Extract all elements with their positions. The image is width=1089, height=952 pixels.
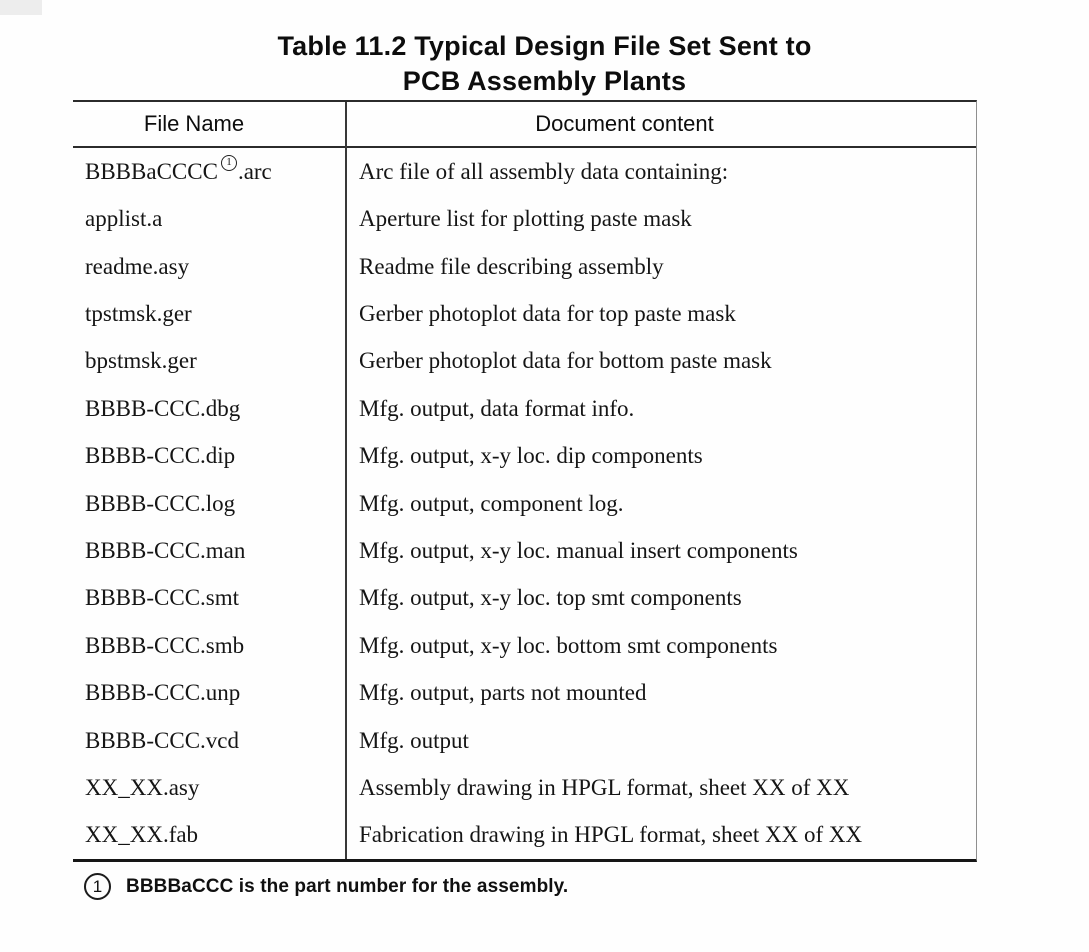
table-row bbox=[73, 195, 976, 242]
file-name-text: BBBB-CCC.log bbox=[85, 490, 236, 516]
file-name-text: BBBB-CCC.unp bbox=[85, 680, 241, 706]
table-body bbox=[73, 148, 976, 859]
document-content-cell: Gerber photoplot data for bottom paste mask bbox=[359, 348, 772, 374]
table-row bbox=[73, 717, 976, 764]
table-row bbox=[73, 764, 976, 811]
table-row bbox=[73, 622, 976, 669]
table-row bbox=[73, 338, 976, 385]
document-content-cell: Readme file describing assembly bbox=[359, 253, 664, 279]
document-content-cell: Fabrication drawing in HPGL format, sheet XX of XX bbox=[359, 822, 863, 848]
file-name-cell bbox=[73, 338, 345, 385]
file-name-cell bbox=[73, 480, 345, 527]
file-name-cell bbox=[73, 622, 345, 669]
document-content-cell: Assembly drawing in HPGL format, sheet XX of XX bbox=[359, 774, 850, 800]
file-name-text: BBBBaCCCC bbox=[85, 158, 218, 184]
design-file-table bbox=[73, 100, 977, 862]
document-content-cell: Arc file of all assembly data containing: bbox=[359, 158, 729, 184]
file-name-text: BBBB-CCC.dbg bbox=[85, 395, 241, 421]
file-name-cell bbox=[73, 527, 345, 574]
table-row bbox=[73, 480, 976, 527]
table-row bbox=[73, 575, 976, 622]
table-title bbox=[0, 29, 1089, 99]
column-header-document-content: Document content bbox=[535, 111, 714, 136]
file-name-cell bbox=[73, 669, 345, 716]
document-content-cell: Mfg. output, component log. bbox=[359, 490, 624, 516]
document-content-cell: Aperture list for plotting paste mask bbox=[359, 206, 692, 232]
table-row bbox=[73, 243, 976, 290]
file-name-text: bpstmsk.ger bbox=[85, 348, 197, 374]
footnote-text: BBBBaCCC is the part number for the assembly. bbox=[126, 875, 569, 897]
table-row bbox=[73, 812, 976, 859]
file-name-cell bbox=[73, 243, 345, 290]
file-name-text: applist.a bbox=[85, 206, 163, 232]
file-name-cell bbox=[73, 385, 345, 432]
scan-artifact bbox=[0, 0, 42, 15]
file-name-text: BBBB-CCC.vcd bbox=[85, 727, 240, 753]
file-name-text: BBBB-CCC.smt bbox=[85, 585, 240, 611]
table-title-line2: PCB Assembly Plants bbox=[402, 66, 687, 96]
table-row bbox=[73, 385, 976, 432]
file-name-cell bbox=[73, 575, 345, 622]
footnote-marker-icon: 1 bbox=[221, 155, 237, 171]
file-name-text: BBBB-CCC.man bbox=[85, 537, 246, 563]
file-name-cell bbox=[73, 717, 345, 764]
file-name-text: BBBB-CCC.smb bbox=[85, 632, 245, 658]
file-name-cell bbox=[73, 195, 345, 242]
file-name-cell bbox=[73, 148, 345, 195]
table-row bbox=[73, 290, 976, 337]
table-row bbox=[73, 148, 976, 195]
document-content-cell: Mfg. output, parts not mounted bbox=[359, 680, 647, 706]
table-row bbox=[73, 527, 976, 574]
file-name-suffix: .arc bbox=[237, 158, 272, 184]
file-name-text: XX_XX.fab bbox=[85, 822, 199, 848]
file-name-cell bbox=[73, 432, 345, 479]
document-content-cell: Mfg. output bbox=[359, 727, 469, 753]
table-row bbox=[73, 669, 976, 716]
table-header-row bbox=[73, 102, 976, 148]
file-name-cell bbox=[73, 812, 345, 859]
document-content-cell: Mfg. output, x-y loc. manual insert components bbox=[359, 537, 798, 563]
file-name-cell bbox=[73, 764, 345, 811]
table-row bbox=[73, 432, 976, 479]
circled-1-icon bbox=[84, 873, 111, 900]
document-content-cell: Mfg. output, data format info. bbox=[359, 395, 635, 421]
file-name-text: XX_XX.asy bbox=[85, 774, 200, 800]
document-content-cell: Mfg. output, x-y loc. top smt components bbox=[359, 585, 742, 611]
document-content-cell: Mfg. output, x-y loc. dip components bbox=[359, 443, 703, 469]
document-content-cell: Gerber photoplot data for top paste mask bbox=[359, 300, 736, 326]
column-header-file-name: File Name bbox=[143, 111, 245, 136]
table-title-line1: Table 11.2 Typical Design File Set Sent to bbox=[277, 31, 812, 61]
file-name-text: tpstmsk.ger bbox=[85, 300, 192, 326]
column-divider bbox=[345, 102, 347, 859]
file-name-text: BBBB-CCC.dip bbox=[85, 443, 236, 469]
file-name-cell bbox=[73, 290, 345, 337]
footnote-marker: 1 bbox=[92, 876, 103, 896]
file-name-text: readme.asy bbox=[85, 253, 190, 279]
document-content-cell: Mfg. output, x-y loc. bottom smt components bbox=[359, 632, 778, 658]
footnote bbox=[84, 873, 568, 900]
